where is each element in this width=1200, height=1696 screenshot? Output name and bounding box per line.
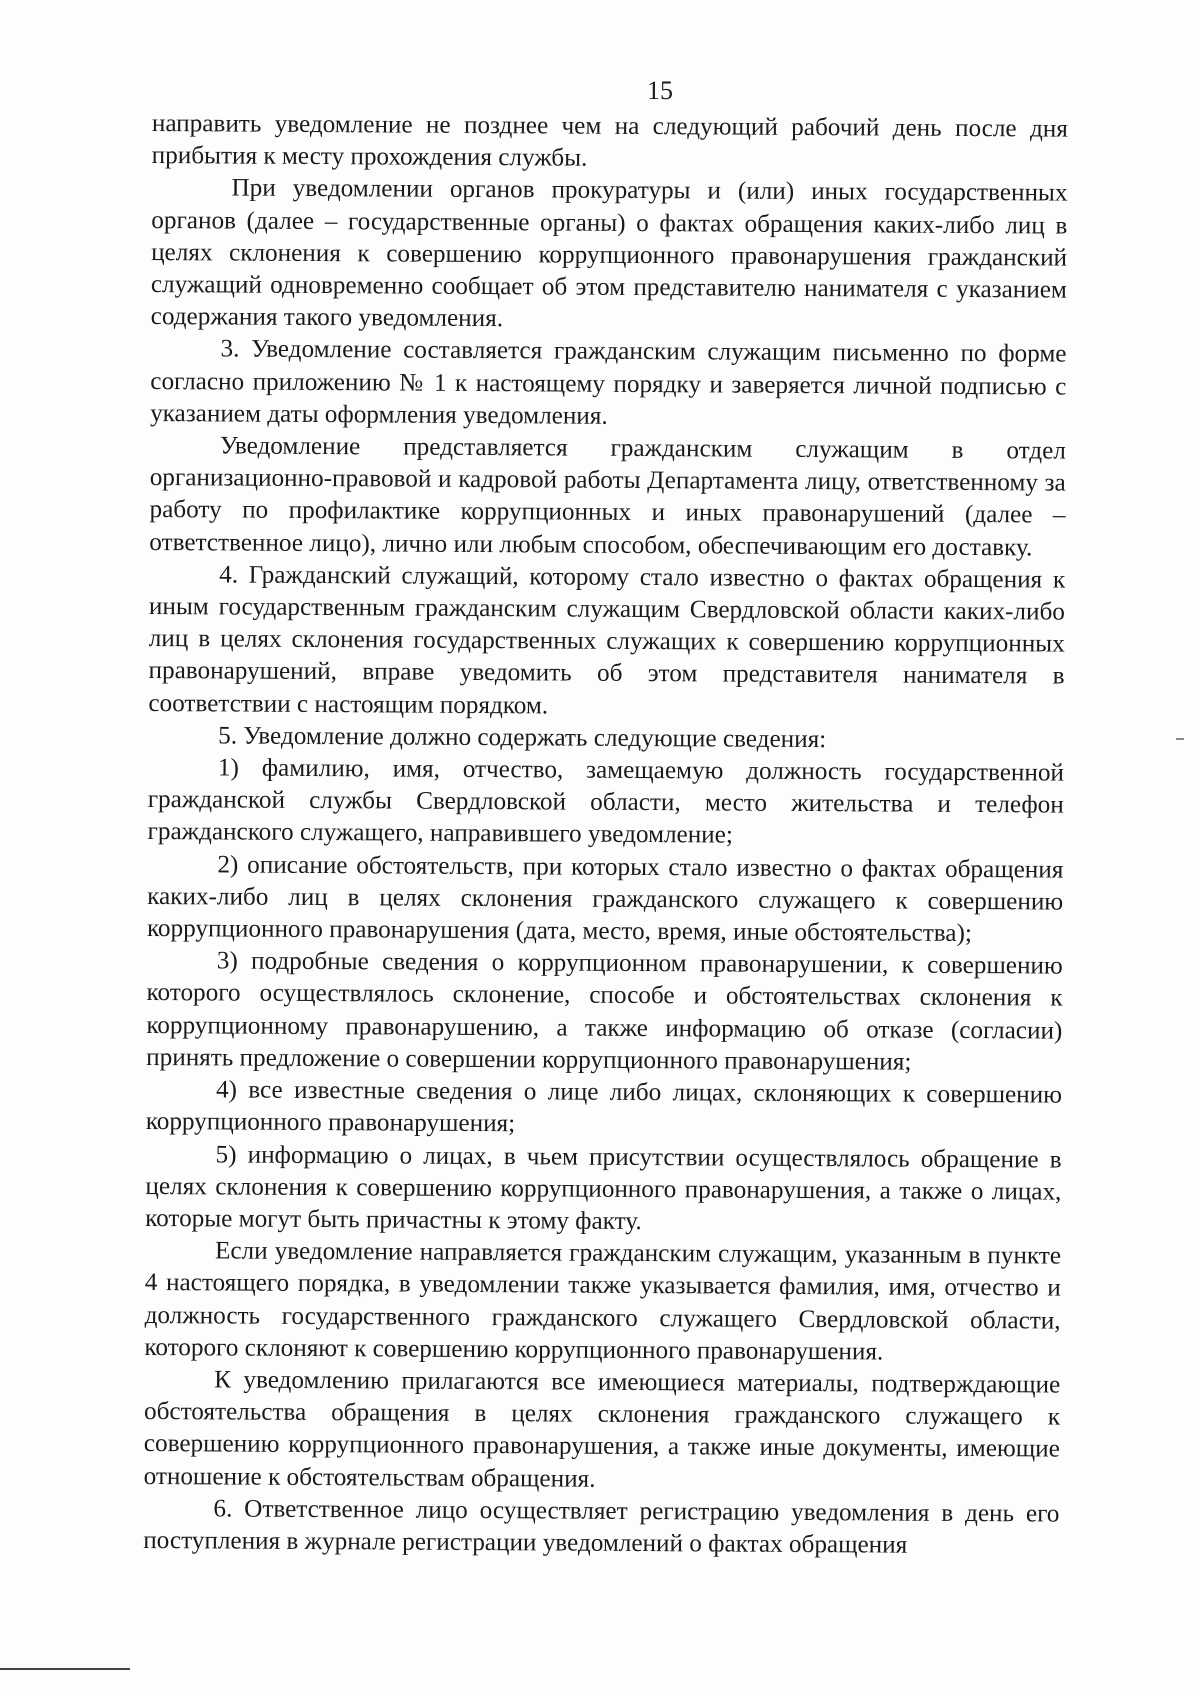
document-body — [143, 108, 1068, 1563]
page-number: 15 — [647, 76, 673, 105]
paragraph-subitem-2: 2) описание обстоятельств, при которых стало известно о фактах обращения каких-либо лиц в целях склонения гражданского служащего к совершению коррупционного правонарушения (дата, место, время, иные обстоятельства); — [146, 851, 1064, 948]
paragraph-item-3: 3. Уведомление составляется гражданским служащим письменно по форме согласно приложению № 1 к настоящему порядку и заверяется личной подписью с указанием даты оформления уведомления. — [150, 335, 1067, 430]
paragraph-subitem-1: 1) фамилию, имя, отчество, замещаемую должность государственной гражданской службы Свердловской области, место жительства и телефон гражданского служащего, направившего уведомление; — [147, 754, 1065, 850]
paragraph-subitem-3: 3) подробные сведения о коррупционном правонарушении, к совершению которого осуществлялось склонение, способе и обстоятельствах склонения к коррупционному правонарушению, а также информацию об отказе (согласии) принять предложение о совершении коррупционного правонарушения; — [146, 947, 1063, 1076]
paragraph-item-5: 5. Уведомление должно содержать следующие сведения: — [218, 722, 827, 753]
scan-artifact-mark — [1176, 738, 1184, 740]
paragraph-item-4: 4. Гражданский служащий, которому стало известно о фактах обращения к иным государственным гражданским служащим Свердловской области каких-либо лиц в целях склонения государственных служащих к совершению коррупционных правонарушений, вправе уведомить об этом представителя нанимателя в соответствии с настоящим порядком. — [148, 561, 1066, 720]
paragraph-item-6: 6. Ответственное лицо осуществляет регистрацию уведомления в день его поступления в журнале регистрации уведомлений о фактах обращения — [143, 1495, 1060, 1559]
paragraph-prosecutor-notice: При уведомлении органов прокуратуры и (или) иных государственных органов (далее – государственные органы) о фактах обращения каких-либо лиц в целях склонения к совершению коррупционного правонарушения гражданский служащий одновременно сообщает об этом представителю нанимателя с указанием содержания такого уведомления. — [150, 174, 1068, 333]
paragraph-submission: Уведомление представляется гражданским служащим в отдел организационно-правовой и кадровой работы Департамента лицу, ответственному за работу по профилактике коррупционных и иных правонарушений (далее – ответственное лицо), лично или любым способом, обеспечивающим его доставку. — [149, 432, 1067, 562]
paragraph-attachments: К уведомлению прилагаются все имеющиеся материалы, подтверждающие обстоятельства обращения в целях склонения гражданского служащего к совершению коррупционного правонарушения, а также иные документы, имеющие отношение к обстоятельствам обращения. — [143, 1366, 1061, 1493]
paragraph-subitem-5: 5) информацию о лицах, в чьем присутствии осуществлялось обращение в целях склонения к совершению коррупционного правонарушения, а также о лицах, которые могут быть причастны к этому факту. — [145, 1140, 1062, 1235]
paragraph-continuation: направить уведомление не позднее чем на следующий рабочий день после дня прибытия к месту прохождения службы. — [151, 109, 1068, 172]
footnote-separator-line — [0, 1668, 130, 1670]
paragraph-subitem-4: 4) все известные сведения о лице либо лицах, склоняющих к совершению коррупционного правонарушения; — [145, 1076, 1063, 1138]
paragraph-other-servant: Если уведомление направляется гражданским служащим, указанным в пункте 4 настоящего порядка, в уведомлении также указывается фамилия, имя, отчество и должность государственного гражданского служащего Свердловской области, которого склоняют к совершению коррупционного правонарушения. — [144, 1237, 1062, 1366]
